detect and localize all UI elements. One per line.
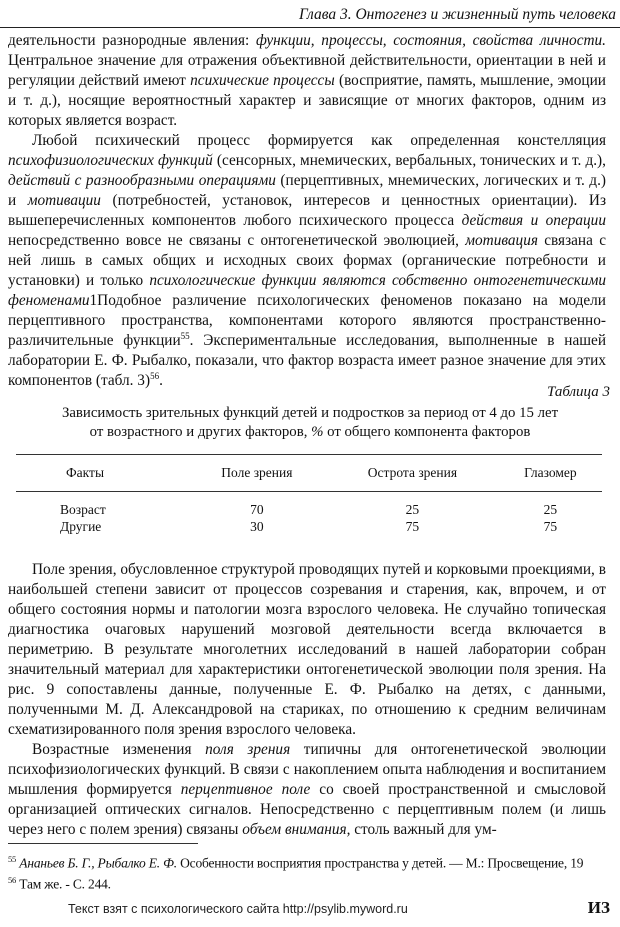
footnote-author: Ананьев Б. Г., Рыбалко Е. Ф. xyxy=(19,855,177,871)
footnote-56 xyxy=(8,872,583,893)
emphasis: мотивация xyxy=(465,232,538,249)
footnote-text: Особенности восприятия пространства у детей. — М.: Просвещение, 19 xyxy=(176,855,584,871)
emphasis: перцептивное поле xyxy=(180,781,311,798)
table-header-row xyxy=(16,455,602,492)
emphasis: психические процессы xyxy=(190,72,335,89)
text-run: . xyxy=(159,372,163,389)
table-caption xyxy=(0,404,620,442)
paragraph-1 xyxy=(8,31,606,131)
footnotes xyxy=(8,851,583,892)
table-caption-line-1: Зависимость зрительных функций детей и подростков за период от 4 до 15 лет xyxy=(61,405,559,421)
emphasis: психофизиологических функций xyxy=(8,152,213,169)
paragraph-2 xyxy=(8,131,606,391)
text-run: со своей пространственной и смысловой организацией оптических сигналов. Непосредственно с перцептивным полем (и лишь через него с полем зрения) связаны xyxy=(8,781,606,838)
emphasis: мотивации xyxy=(27,192,101,209)
emphasis: психологические функции являются собственно онтогенетическими феноменами xyxy=(8,272,606,309)
footnote-ref: 56 xyxy=(150,370,160,381)
table-row xyxy=(16,518,602,535)
emphasis: поля зрения xyxy=(205,741,291,758)
text-run: от возрастного и других факторов, xyxy=(89,424,312,440)
text-run: (восприятие, память, мышление, эмоции и т. д.), носящие вероятностный характер и зависящие от многих факторов, одним из которых является возраст. xyxy=(8,72,606,129)
body-text-bottom xyxy=(8,560,606,840)
table-cell: 70 xyxy=(250,502,264,517)
text-run: (сенсорных, мнемических, вербальных, тонических и т. д.), xyxy=(212,152,606,169)
text-run: Любой психический процесс формируется как определенная констелляция xyxy=(32,132,606,149)
text-run: (потребностей, установок, интересов и ценностных ориентации). Из вышеперечисленных компонентов любого психического процесса xyxy=(8,192,606,229)
site-note: Текст взят с психологического сайта http://psylib.myword.ru xyxy=(68,902,408,916)
header-cell-field-of-view: Поле зрения xyxy=(188,455,326,492)
paragraph-4 xyxy=(8,740,606,840)
caption-line-2-text xyxy=(90,424,531,440)
emphasis: действия и операции xyxy=(461,212,606,229)
text-run: типичны для онтогенетической эволюции психофизиологических функций. В связи с накоплением опыта наблюдения и воспитанием мышления формируется xyxy=(8,741,607,798)
table-cell: Возраст xyxy=(60,502,106,517)
text-run: деятельности разнородные явления: xyxy=(8,32,256,49)
emphasis: объем внимания, xyxy=(242,821,351,838)
text-run: столь важный для ум- xyxy=(350,821,497,838)
table-cell: 25 xyxy=(405,502,420,517)
text-run: связана с ней лишь в самых общих и исходных своих формах (органические потребности и установки) и только xyxy=(8,232,606,289)
emphasis: % xyxy=(311,424,324,440)
text-run: 1Подобное различение психологических феноменов показано на модели перцептивного пространства, компонентами которого являются пространственно-различительные функции xyxy=(8,292,606,349)
header-cell-visual-acuity: Острота зрения xyxy=(326,455,499,492)
header-rule xyxy=(0,27,620,28)
table-cell: 30 xyxy=(250,519,264,534)
table-cell: 75 xyxy=(405,519,420,534)
emphasis: функции, процессы, состояния, свойства личности. xyxy=(255,32,607,49)
table-cell: 25 xyxy=(543,502,558,517)
text-run: Центральное значение для отражения объективной действительности, ориентации в ней и регуляции действий имеют xyxy=(8,52,606,89)
table-caption-line-2 xyxy=(0,423,620,442)
page-number: ИЗ xyxy=(587,898,610,917)
footnote-55 xyxy=(8,851,583,872)
text-run: Возрастные изменения xyxy=(32,741,206,758)
data-table xyxy=(16,454,602,535)
text-run: от общего компонента факторов xyxy=(323,424,531,440)
header-cell-facts: Факты xyxy=(16,455,188,492)
text-run: непосредственно вовсе не связаны с онтогенетической эволюцией, xyxy=(8,232,466,249)
text-run: (перцептивных, мнемических, логических и т. д.) и xyxy=(8,172,606,209)
text-run: . Экспериментальные исследования, выполненные в нашей лаборатории Е. Ф. Рыбалко, показали, что фактор возраста имеет разное значение для этих компонентов (табл. 3) xyxy=(8,332,607,389)
footnote-text: Там же. - С. 244. xyxy=(16,876,111,891)
emphasis: действий с разнообразными операциями xyxy=(8,172,276,189)
running-header: Глава 3. Онтогенез и жизненный путь человека xyxy=(299,6,616,23)
table-cell: Другие xyxy=(60,519,102,534)
header-cell-eye-estimate: Глазомер xyxy=(499,455,602,492)
table-row xyxy=(16,492,602,519)
body-text-top xyxy=(8,31,606,391)
paragraph-3 xyxy=(8,560,606,740)
footnote-rule xyxy=(8,843,198,844)
footnote-number: 55 xyxy=(8,854,17,864)
footnote-ref: 55 xyxy=(180,330,190,341)
table-cell: 75 xyxy=(543,519,558,534)
table-label: Таблица 3 xyxy=(547,384,610,400)
footnote-number: 56 xyxy=(8,874,17,885)
text-run: Поле зрения, обусловленное структурой проводящих путей и корковыми проекциями, в наибольшей степени зависит от процессов созревания и старения, как, впрочем, и от общего состояния нормы и патологии мозга взрослого человека. Не случайно топическая диагностика очаговых нарушений мозговой деятельности всегда включается в периметрию. В результате многолетних исследований в нашей лаборатории собран значительный материал для характеристики онтогенетической эволюции поля зрения. На рис. 9 сопоставлены данные, полученные Е. Ф. Рыбалко на детях, с данными, полученными М. Д. Александровой на стариках, по отношению к средним величинам схематизированного поля зрения взрослого человека. xyxy=(8,561,606,738)
